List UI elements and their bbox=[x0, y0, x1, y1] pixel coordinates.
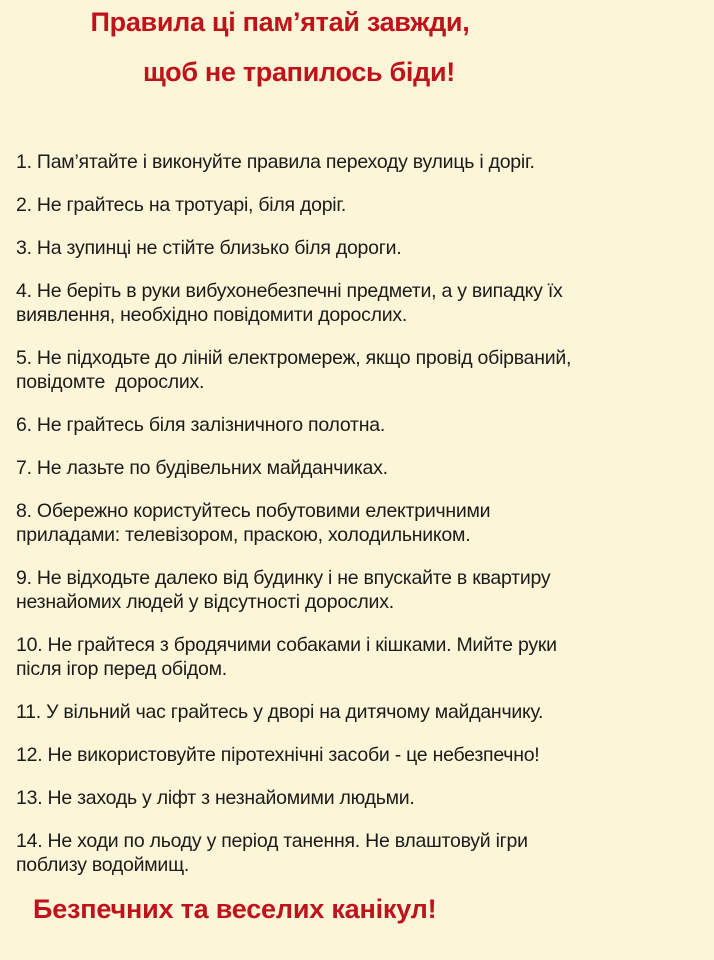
title-line-1: Правила ці пам’ятай завжди, bbox=[90, 7, 470, 37]
rule-6-line-1: 6. Не грайтесь біля залізничного полотна. bbox=[16, 414, 385, 436]
rule-item-7 bbox=[16, 456, 706, 480]
rule-9-line-1: 9. Не відходьте далеко від будинку і не впускайте в квартиру bbox=[16, 567, 551, 589]
rule-item-10 bbox=[16, 633, 706, 681]
rule-5-line-2: повідомте дорослих. bbox=[16, 371, 205, 393]
rule-3-line-1: 3. На зупинці не стійте близько біля дороги. bbox=[16, 237, 402, 259]
rule-10-line-1: 10. Не грайтеся з бродячими собаками і кішками. Мийте руки bbox=[16, 634, 557, 656]
rule-item-12 bbox=[16, 743, 706, 767]
rule-item-8 bbox=[16, 499, 706, 547]
rule-8-line-1: 8. Обережно користуйтесь побутовими електричними bbox=[16, 500, 491, 522]
rule-item-6 bbox=[16, 413, 706, 437]
rule-10-line-2: після ігор перед обідом. bbox=[16, 658, 227, 680]
rule-item-1 bbox=[16, 150, 706, 174]
rule-item-4 bbox=[16, 279, 706, 327]
rule-12-line-1: 12. Не використовуйте піротехнічні засоби - це небезпечно! bbox=[16, 744, 540, 766]
rule-item-9 bbox=[16, 566, 706, 614]
rule-4-line-2: виявлення, необхідно повідомити дорослих. bbox=[16, 304, 408, 326]
rule-9-line-2: незнайомих людей у відсутності дорослих. bbox=[16, 591, 394, 613]
closing-message: Безпечних та веселих канікул! bbox=[33, 894, 437, 924]
title-line-2: щоб не трапилось біди! bbox=[143, 57, 455, 87]
rule-14-line-2: поблизу водоймищ. bbox=[16, 854, 190, 876]
rule-13-line-1: 13. Не заходь у ліфт з незнайомими людьми. bbox=[16, 787, 415, 809]
rule-item-14 bbox=[16, 829, 706, 877]
rule-14-line-1: 14. Не ходи по льоду у період танення. Не влаштовуй ігри bbox=[16, 830, 528, 852]
rule-5-line-1: 5. Не підходьте до ліній електромереж, якщо провід обірваний, bbox=[16, 347, 572, 369]
rules-list bbox=[16, 150, 706, 896]
rule-7-line-1: 7. Не лазьте по будівельних майданчиках. bbox=[16, 457, 388, 479]
rule-item-3 bbox=[16, 236, 706, 260]
rule-8-line-2: приладами: телевізором, праскою, холодильником. bbox=[16, 524, 471, 546]
rule-item-2 bbox=[16, 193, 706, 217]
rule-11-line-1: 11. У вільний час грайтесь у дворі на дитячому майданчику. bbox=[16, 701, 544, 723]
rule-2-line-1: 2. Не грайтесь на тротуарі, біля доріг. bbox=[16, 194, 347, 216]
rule-item-11 bbox=[16, 700, 706, 724]
rule-1-line-1: 1. Пам’ятайте і виконуйте правила переходу вулиць і доріг. bbox=[16, 151, 535, 173]
rule-item-5 bbox=[16, 346, 706, 394]
rule-4-line-1: 4. Не беріть в руки вибухонебезпечні предмети, а у випадку їх bbox=[16, 280, 563, 302]
rule-item-13 bbox=[16, 786, 706, 810]
